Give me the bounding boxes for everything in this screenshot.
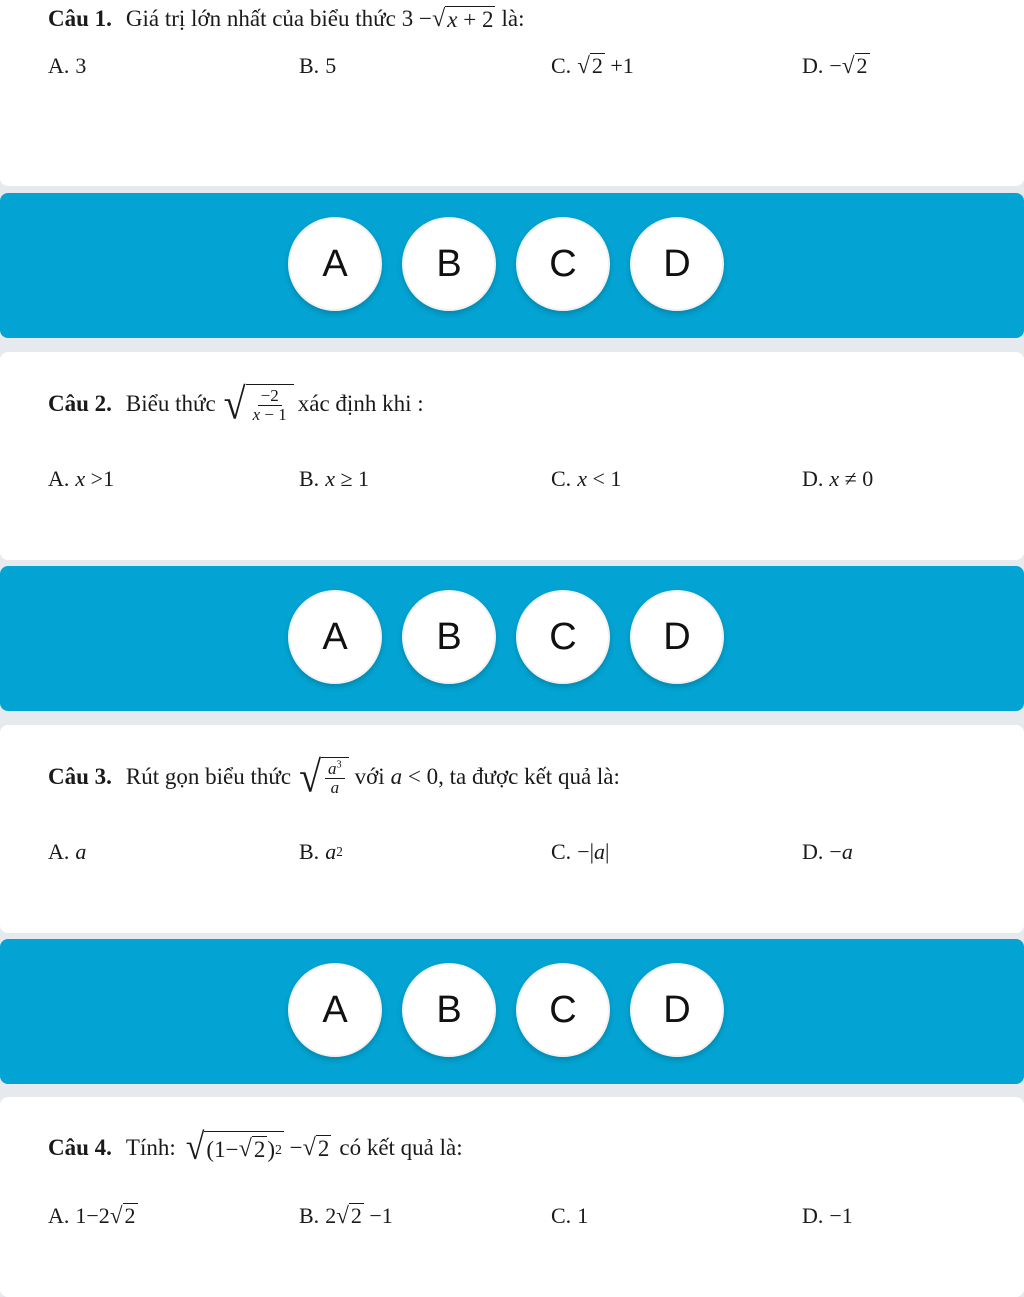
option-c: C. 1 bbox=[551, 1203, 589, 1228]
answer-d-button[interactable]: D bbox=[630, 217, 724, 311]
option-a: A. 3 bbox=[48, 53, 87, 78]
question-3-text: Câu 3. Rút gọn biểu thức √ $\frac{a^3}{a}$ với a < 0 , ta được kết quả là: bbox=[48, 751, 620, 802]
question-card-1 bbox=[0, 0, 1024, 186]
answer-a-button[interactable]: A bbox=[288, 217, 382, 311]
question-2-number: Câu 2. bbox=[48, 391, 112, 416]
question-card-3 bbox=[0, 725, 1024, 933]
question-1-options bbox=[48, 49, 948, 83]
question-1-expression: 3 − √ x + 2 bbox=[401, 4, 494, 32]
option-c-value: 1 bbox=[577, 1203, 589, 1228]
question-4-text: Câu 4. Tính: √ (1− √ 2 ) 2 − √ 2 có kết quả là: bbox=[48, 1127, 463, 1168]
question-2-expression: √ $\frac{-2}{x - 1}$ bbox=[224, 384, 294, 424]
option-c-value: −| a | bbox=[577, 839, 610, 864]
answer-bar-2 bbox=[0, 566, 1024, 711]
option-b: B. x ≥ 1 bbox=[299, 466, 370, 491]
option-d-value: − a bbox=[829, 839, 853, 864]
option-c-value: √ 2 +1 bbox=[577, 52, 634, 79]
option-d: D. − a bbox=[802, 839, 853, 864]
option-b-value: x ≥ 1 bbox=[325, 466, 370, 491]
question-4-options bbox=[48, 1199, 948, 1233]
option-d-value: −1 bbox=[829, 1203, 853, 1228]
question-1-text: Câu 1. Giá trị lớn nhất của biểu thức 3 − √ x + 2 là: bbox=[48, 4, 525, 32]
option-b: B. 5 bbox=[299, 53, 337, 78]
option-a-value: a bbox=[75, 839, 87, 864]
option-c: C. √ 2 +1 bbox=[551, 52, 634, 79]
answer-a-button[interactable]: A bbox=[288, 963, 382, 1057]
answer-bar-3 bbox=[0, 939, 1024, 1084]
option-b: B. a 2 bbox=[299, 839, 343, 864]
option-b-value: 5 bbox=[325, 53, 337, 78]
answer-b-button[interactable]: B bbox=[402, 963, 496, 1057]
option-a-value: 1−2 √ 2 bbox=[75, 1202, 136, 1229]
option-b-value: a 2 bbox=[325, 839, 343, 864]
question-4-number: Câu 4. bbox=[48, 1135, 112, 1160]
answer-c-button[interactable]: C bbox=[516, 963, 610, 1057]
option-a: A. 1−2 √ 2 bbox=[48, 1202, 136, 1229]
question-2-text: Câu 2. Biểu thức √ $\frac{-2}{x - 1}$ xác định khi : bbox=[48, 378, 424, 429]
answer-a-button[interactable]: A bbox=[288, 590, 382, 684]
option-c: C. x < 1 bbox=[551, 466, 622, 491]
answer-c-button[interactable]: C bbox=[516, 217, 610, 311]
option-c: C. −| a | bbox=[551, 839, 610, 864]
answer-b-button[interactable]: B bbox=[402, 590, 496, 684]
option-a: A. x >1 bbox=[48, 466, 115, 491]
answer-d-button[interactable]: D bbox=[630, 590, 724, 684]
option-a-value: x >1 bbox=[75, 466, 115, 491]
question-card-4 bbox=[0, 1097, 1024, 1297]
option-b: B. 2 √ 2 −1 bbox=[299, 1202, 393, 1229]
option-d-value: x ≠ 0 bbox=[829, 466, 874, 491]
option-a: A. a bbox=[48, 839, 87, 864]
option-d: D. −1 bbox=[802, 1203, 853, 1228]
option-c-value: x < 1 bbox=[577, 466, 622, 491]
question-4-expression: √ (1− √ 2 ) 2 − √ 2 bbox=[185, 1127, 330, 1168]
question-3-number: Câu 3. bbox=[48, 764, 112, 789]
option-b-value: 2 √ 2 −1 bbox=[325, 1202, 393, 1229]
answer-d-button[interactable]: D bbox=[630, 963, 724, 1057]
question-3-expression: √ $\frac{a^3}{a}$ bbox=[299, 757, 349, 797]
option-d-value: − √ 2 bbox=[829, 52, 868, 79]
answer-b-button[interactable]: B bbox=[402, 217, 496, 311]
answer-bar-1 bbox=[0, 193, 1024, 338]
option-a-value: 3 bbox=[75, 53, 87, 78]
question-3-condition: a < 0 bbox=[390, 764, 439, 789]
option-d: D. − √ 2 bbox=[802, 52, 868, 79]
question-3-options bbox=[48, 835, 948, 869]
question-1-number: Câu 1. bbox=[48, 6, 112, 31]
answer-c-button[interactable]: C bbox=[516, 590, 610, 684]
option-d: D. x ≠ 0 bbox=[802, 466, 874, 491]
question-card-2 bbox=[0, 352, 1024, 560]
question-2-options bbox=[48, 462, 948, 496]
